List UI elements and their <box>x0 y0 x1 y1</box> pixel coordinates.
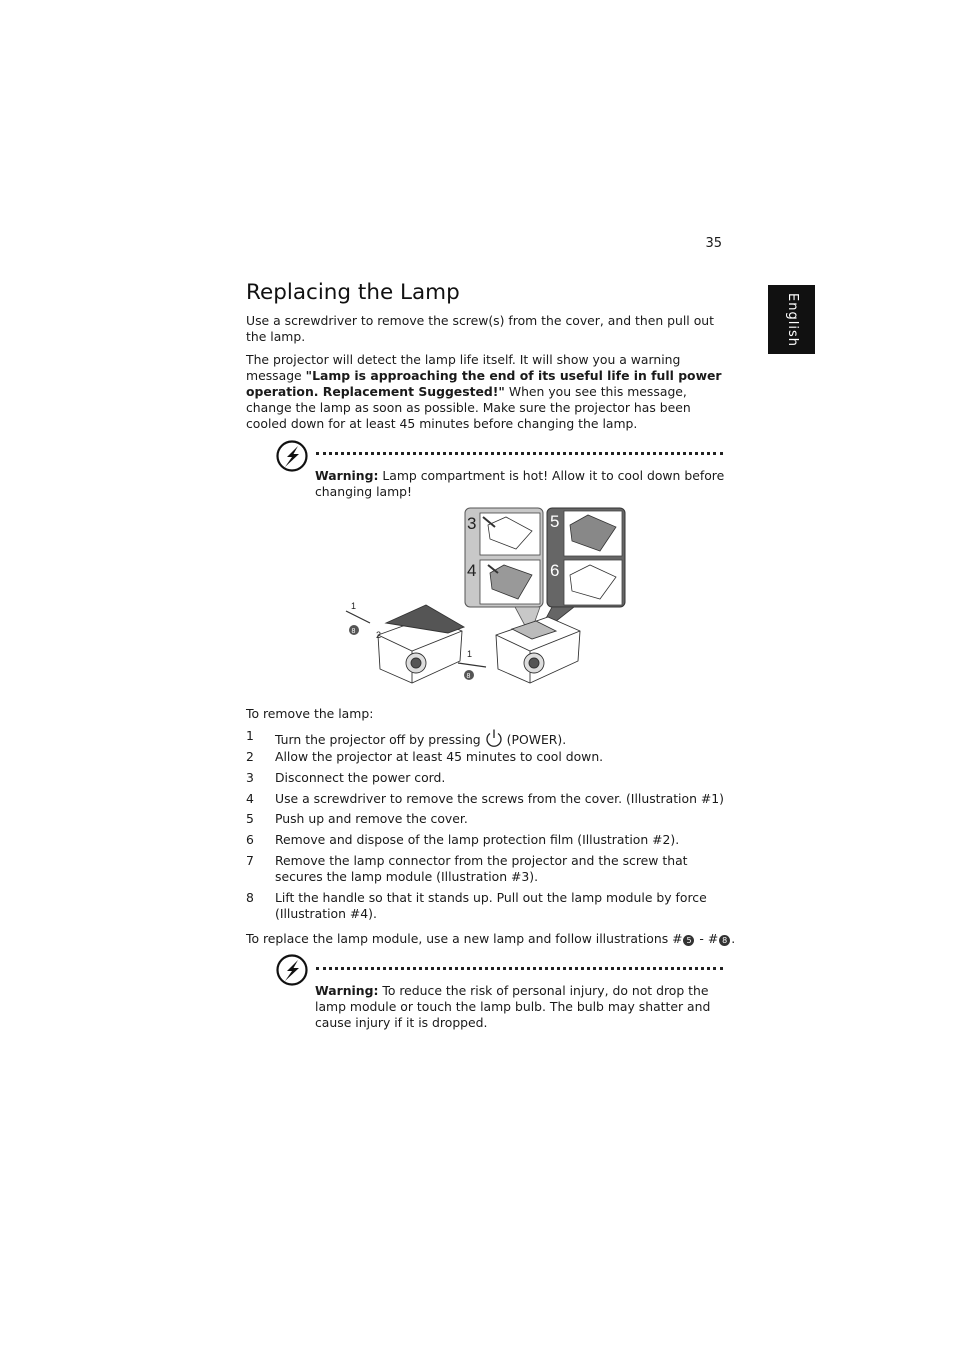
step-text: Lift the handle so that it stands up. Pull out the lamp module by force (Illustration #4). <box>275 890 707 921</box>
step-text: Disconnect the power cord. <box>275 770 446 785</box>
detect-warning-message: "Lamp is approaching the end of its useful life in full power operation. Replacement Suggested!" <box>246 368 722 399</box>
illustration-ref-8: 8 <box>719 935 730 946</box>
illustration-number-5: 5 <box>550 512 560 531</box>
step-number: 3 <box>246 770 254 785</box>
illustration-number-6: 6 <box>550 561 560 580</box>
step-number: 5 <box>246 811 254 826</box>
illustration-number-4: 4 <box>467 561 477 580</box>
power-icon <box>484 728 504 748</box>
warning-divider <box>316 967 723 970</box>
callout-1-right: 1 <box>467 649 473 659</box>
warning-label: Warning: <box>315 468 379 483</box>
warning-divider <box>316 452 723 455</box>
language-tab <box>768 285 815 354</box>
detect-text-1: The projector will detect the lamp life itself. It will show you a warning message <box>246 352 681 383</box>
callout-2: 2 <box>376 630 382 640</box>
lamp-detect-paragraph <box>246 352 726 432</box>
warning-lightning-icon <box>276 954 308 986</box>
step-1-text-after: (POWER). <box>506 732 567 747</box>
illustration-number-3: 3 <box>467 514 477 533</box>
replace-end: . <box>731 931 736 946</box>
step-number: 2 <box>246 749 254 764</box>
callout-8-left: 8 <box>351 628 356 635</box>
page-title: Replacing the Lamp <box>246 280 460 305</box>
warning-label: Warning: <box>315 983 379 998</box>
illustration-ref-5: 5 <box>683 935 694 946</box>
replace-instruction <box>246 931 736 947</box>
warning-lightning-icon <box>276 440 308 472</box>
warning-lamp-hot <box>315 468 725 500</box>
step-text: Use a screwdriver to remove the screws from the cover. (Illustration #1) <box>275 791 724 806</box>
step-text: Allow the projector at least 45 minutes to cool down. <box>275 749 604 764</box>
remove-intro: To remove the lamp: <box>246 706 374 721</box>
page-number: 35 <box>705 236 722 251</box>
step-text: Remove the lamp connector from the projector and the screw that secures the lamp module (Illustration #3). <box>275 853 688 884</box>
callout-8-right: 8 <box>466 673 471 680</box>
step-number: 7 <box>246 853 254 868</box>
lamp-replacement-illustration <box>340 505 630 685</box>
callout-1-left: 1 <box>351 601 357 611</box>
step-number: 1 <box>246 728 254 743</box>
step-text <box>275 728 725 748</box>
step-number: 4 <box>246 791 254 806</box>
replace-dash: - # <box>695 931 719 946</box>
step-1-text-before: Turn the projector off by pressing <box>275 732 481 747</box>
step-number: 6 <box>246 832 254 847</box>
step-number: 8 <box>246 890 254 905</box>
step-text: Push up and remove the cover. <box>275 811 468 826</box>
language-tab-label: English <box>784 292 800 347</box>
intro-paragraph: Use a screwdriver to remove the screw(s) from the cover, and then pull out the lamp. <box>246 313 714 344</box>
step-text: Remove and dispose of the lamp protection film (Illustration #2). <box>275 832 680 847</box>
replace-text: To replace the lamp module, use a new lamp and follow illustrations # <box>246 931 683 946</box>
warning-lamp-injury <box>315 983 725 1031</box>
warning-text: Lamp compartment is hot! Allow it to cool down before changing lamp! <box>315 468 725 499</box>
warning-text: To reduce the risk of personal injury, do not drop the lamp module or touch the lamp bulb. The bulb may shatter and cause injury if it is dropped. <box>315 983 711 1030</box>
detect-text-2: When you see this message, change the lamp as soon as possible. Make sure the projector has been cooled down for at least 45 minutes before changing the lamp. <box>246 384 691 431</box>
